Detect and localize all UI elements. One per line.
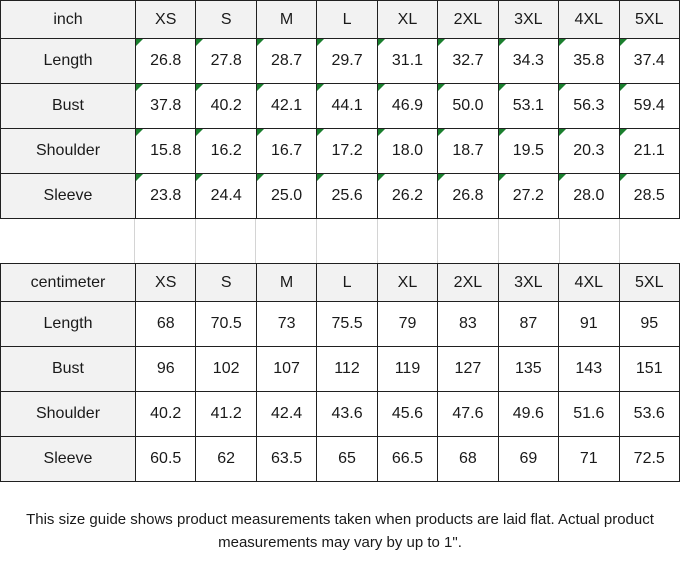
row-label: Bust [1, 347, 136, 392]
corner-flag-icon [378, 84, 385, 91]
row-label: Bust [1, 84, 136, 129]
corner-flag-icon [257, 39, 264, 46]
corner-flag-icon [317, 129, 324, 136]
corner-flag-icon [499, 84, 506, 91]
measurement-cell [498, 84, 558, 129]
measurement-cell [438, 84, 498, 129]
spacer-cell [196, 219, 257, 263]
size-column-header: S [196, 1, 256, 39]
measurement-cell [256, 347, 316, 392]
measurement-cell [498, 39, 558, 84]
header-row [1, 264, 680, 302]
measurement-value: 44.1 [331, 97, 363, 114]
corner-flag-icon [378, 39, 385, 46]
measurement-value: 18.7 [452, 142, 484, 159]
measurement-cell [438, 129, 498, 174]
measurement-cell [317, 84, 377, 129]
measurement-cell [377, 39, 437, 84]
measurement-cell [317, 302, 377, 347]
measurement-cell [498, 302, 558, 347]
measurement-cell [438, 437, 498, 482]
corner-flag-icon [136, 129, 143, 136]
measurement-cell [136, 84, 196, 129]
measurement-value: 37.4 [633, 52, 665, 69]
spacer-cell [438, 219, 499, 263]
unit-header-inch: inch [1, 1, 136, 39]
measurement-cell [438, 39, 498, 84]
size-column-header: 5XL [619, 264, 680, 302]
measurement-value: 143 [575, 360, 603, 377]
measurement-value: 20.3 [573, 142, 605, 159]
spacer-cell [620, 219, 680, 263]
measurement-value: 83 [459, 315, 477, 332]
measurement-value: 37.8 [150, 97, 182, 114]
measurement-cell [136, 129, 196, 174]
corner-flag-icon [378, 129, 385, 136]
measurement-value: 59.4 [633, 97, 665, 114]
spacer-cell [135, 219, 196, 263]
corner-flag-icon [559, 174, 566, 181]
measurement-value: 17.2 [331, 142, 363, 159]
table-row [1, 39, 680, 84]
corner-flag-icon [559, 129, 566, 136]
measurement-cell [498, 347, 558, 392]
corner-flag-icon [559, 84, 566, 91]
measurement-value: 119 [394, 360, 421, 377]
measurement-value: 151 [635, 360, 663, 377]
measurement-value: 72.5 [633, 450, 665, 467]
measurement-cell [256, 129, 316, 174]
measurement-cell [256, 39, 316, 84]
size-column-header: XL [377, 264, 437, 302]
size-column-header: XS [136, 264, 196, 302]
corner-flag-icon [257, 84, 264, 91]
measurement-value: 42.4 [271, 405, 303, 422]
corner-flag-icon [136, 84, 143, 91]
measurement-value: 62 [217, 450, 236, 467]
measurement-value: 79 [398, 315, 417, 332]
measurement-value: 71 [579, 450, 598, 467]
corner-flag-icon [620, 129, 627, 136]
size-column-header: 4XL [559, 1, 619, 39]
measurement-cell [196, 129, 256, 174]
table-row [1, 84, 680, 129]
row-label: Shoulder [1, 129, 136, 174]
table-row [1, 392, 680, 437]
measurement-value: 21.1 [633, 142, 665, 159]
measurement-value: 27.2 [512, 187, 544, 204]
size-column-header: M [256, 1, 316, 39]
corner-flag-icon [620, 174, 627, 181]
corner-flag-icon [136, 174, 143, 181]
row-label: Length [1, 39, 136, 84]
measurement-value: 60.5 [150, 450, 182, 467]
measurement-value: 43.6 [331, 405, 363, 422]
measurement-value: 15.8 [150, 142, 182, 159]
measurement-value: 46.9 [391, 97, 424, 114]
corner-flag-icon [499, 129, 506, 136]
measurement-value: 87 [519, 315, 538, 332]
measurement-value: 68 [156, 315, 175, 332]
measurement-cell [377, 347, 437, 392]
size-column-header: L [317, 1, 377, 39]
measurement-value: 26.8 [150, 52, 182, 69]
measurement-cell [256, 84, 316, 129]
measurement-cell [196, 302, 256, 347]
measurement-cell [317, 129, 377, 174]
size-guide-note: This size guide shows product measurements taken when products are laid flat. Actual product measurements may vary by up to 1". [26, 511, 654, 551]
spacer-cell [560, 219, 621, 263]
measurement-cell [559, 392, 619, 437]
measurement-cell [619, 84, 680, 129]
measurement-cell [377, 174, 437, 219]
corner-flag-icon [196, 174, 203, 181]
measurement-value: 135 [514, 360, 542, 377]
measurement-cell [136, 392, 196, 437]
corner-flag-icon [438, 174, 445, 181]
corner-flag-icon [196, 129, 203, 136]
size-table-centimeter [0, 263, 680, 482]
measurement-cell [619, 129, 680, 174]
measurement-cell [619, 39, 680, 84]
size-column-header: S [196, 264, 256, 302]
measurement-cell [317, 437, 377, 482]
row-label: Sleeve [1, 437, 136, 482]
measurement-cell [377, 392, 437, 437]
corner-flag-icon [196, 39, 203, 46]
spacer-cell [499, 219, 560, 263]
measurement-value: 16.7 [271, 142, 303, 159]
measurement-value: 66.5 [391, 450, 424, 467]
size-column-header: 2XL [438, 1, 498, 39]
corner-flag-icon [317, 174, 324, 181]
measurement-cell [196, 437, 256, 482]
measurement-value: 70.5 [210, 315, 242, 332]
corner-flag-icon [378, 174, 385, 181]
measurement-value: 91 [579, 315, 598, 332]
measurement-value: 107 [273, 360, 300, 377]
measurement-value: 127 [454, 360, 482, 377]
size-table-inch [0, 0, 680, 219]
size-column-header: 3XL [498, 1, 558, 39]
measurement-cell [377, 129, 437, 174]
measurement-value: 41.2 [210, 405, 242, 422]
size-column-header: XS [136, 1, 196, 39]
measurement-value: 49.6 [512, 405, 544, 422]
size-column-header: 2XL [438, 264, 498, 302]
measurement-cell [377, 437, 437, 482]
measurement-value: 95 [640, 315, 659, 332]
corner-flag-icon [196, 84, 203, 91]
measurement-value: 68 [459, 450, 477, 467]
measurement-cell [136, 39, 196, 84]
measurement-value: 40.2 [210, 97, 242, 114]
measurement-value: 28.0 [573, 187, 605, 204]
size-column-header: L [317, 264, 377, 302]
size-guide-footer [0, 482, 680, 554]
measurement-cell [256, 392, 316, 437]
measurement-value: 35.8 [573, 52, 605, 69]
table-row [1, 302, 680, 347]
measurement-value: 56.3 [573, 97, 605, 114]
measurement-cell [377, 84, 437, 129]
measurement-cell [196, 174, 256, 219]
measurement-value: 47.6 [452, 405, 484, 422]
measurement-value: 24.4 [210, 187, 242, 204]
header-row [1, 1, 680, 39]
measurement-cell [619, 347, 680, 392]
measurement-value: 42.1 [271, 97, 303, 114]
measurement-value: 34.3 [512, 52, 544, 69]
measurement-value: 19.5 [512, 142, 544, 159]
corner-flag-icon [559, 39, 566, 46]
measurement-value: 26.8 [452, 187, 484, 204]
corner-flag-icon [499, 39, 506, 46]
measurement-cell [559, 174, 619, 219]
measurement-cell [498, 437, 558, 482]
measurement-cell [559, 437, 619, 482]
measurement-value: 69 [519, 450, 538, 467]
measurement-cell [136, 302, 196, 347]
size-column-header: 4XL [559, 264, 619, 302]
measurement-cell [256, 302, 316, 347]
measurement-cell [438, 174, 498, 219]
measurement-cell [559, 39, 619, 84]
measurement-value: 29.7 [331, 52, 363, 69]
measurement-cell [196, 84, 256, 129]
spacer-cell [378, 219, 439, 263]
measurement-value: 63.5 [271, 450, 303, 467]
measurement-cell [196, 392, 256, 437]
measurement-cell [317, 347, 377, 392]
corner-flag-icon [620, 84, 627, 91]
measurement-value: 73 [277, 315, 296, 332]
row-label: Shoulder [1, 392, 136, 437]
measurement-cell [559, 302, 619, 347]
size-column-header: 5XL [619, 1, 680, 39]
table-row [1, 347, 680, 392]
measurement-value: 53.6 [633, 405, 665, 422]
measurement-value: 65 [338, 450, 356, 467]
measurement-cell [317, 174, 377, 219]
measurement-cell [136, 174, 196, 219]
corner-flag-icon [499, 174, 506, 181]
corner-flag-icon [620, 39, 627, 46]
measurement-value: 26.2 [391, 187, 424, 204]
measurement-cell [317, 392, 377, 437]
table-row [1, 437, 680, 482]
measurement-cell [559, 84, 619, 129]
spacer-cell [256, 219, 317, 263]
row-label: Sleeve [1, 174, 136, 219]
table-gap-row [0, 219, 680, 263]
corner-flag-icon [317, 84, 324, 91]
corner-flag-icon [438, 84, 445, 91]
size-column-header: M [256, 264, 316, 302]
measurement-cell [498, 392, 558, 437]
measurement-value: 32.7 [452, 52, 484, 69]
spacer-cell [0, 219, 135, 263]
measurement-cell [438, 392, 498, 437]
measurement-cell [256, 174, 316, 219]
measurement-value: 50.0 [452, 97, 484, 114]
measurement-cell [438, 302, 498, 347]
measurement-cell [619, 437, 680, 482]
measurement-value: 102 [212, 360, 240, 377]
measurement-value: 27.8 [210, 52, 242, 69]
table-row [1, 174, 680, 219]
measurement-value: 96 [156, 360, 175, 377]
measurement-cell [377, 302, 437, 347]
size-column-header: XL [377, 1, 437, 39]
measurement-value: 75.5 [331, 315, 363, 332]
measurement-cell [498, 174, 558, 219]
row-label: Length [1, 302, 136, 347]
measurement-cell [196, 39, 256, 84]
measurement-cell [136, 347, 196, 392]
corner-flag-icon [317, 39, 324, 46]
measurement-cell [136, 437, 196, 482]
measurement-cell [196, 347, 256, 392]
measurement-cell [256, 437, 316, 482]
measurement-value: 45.6 [391, 405, 424, 422]
measurement-cell [498, 129, 558, 174]
spacer-cell [317, 219, 378, 263]
measurement-cell [619, 302, 680, 347]
corner-flag-icon [438, 129, 445, 136]
measurement-cell [438, 347, 498, 392]
unit-header-centimeter: centimeter [1, 264, 136, 302]
measurement-value: 40.2 [150, 405, 182, 422]
table-row [1, 129, 680, 174]
corner-flag-icon [257, 174, 264, 181]
measurement-value: 25.6 [331, 187, 363, 204]
size-column-header: 3XL [498, 264, 558, 302]
measurement-cell [559, 347, 619, 392]
measurement-cell [619, 174, 680, 219]
measurement-value: 112 [334, 360, 360, 377]
measurement-cell [317, 39, 377, 84]
measurement-value: 16.2 [210, 142, 242, 159]
measurement-value: 18.0 [391, 142, 424, 159]
measurement-value: 28.5 [633, 187, 665, 204]
corner-flag-icon [438, 39, 445, 46]
corner-flag-icon [136, 39, 143, 46]
measurement-value: 28.7 [271, 52, 303, 69]
measurement-value: 25.0 [271, 187, 303, 204]
corner-flag-icon [257, 129, 264, 136]
measurement-value: 51.6 [573, 405, 605, 422]
measurement-value: 23.8 [150, 187, 182, 204]
measurement-value: 31.1 [391, 52, 424, 69]
measurement-cell [559, 129, 619, 174]
measurement-cell [619, 392, 680, 437]
measurement-value: 53.1 [512, 97, 544, 114]
